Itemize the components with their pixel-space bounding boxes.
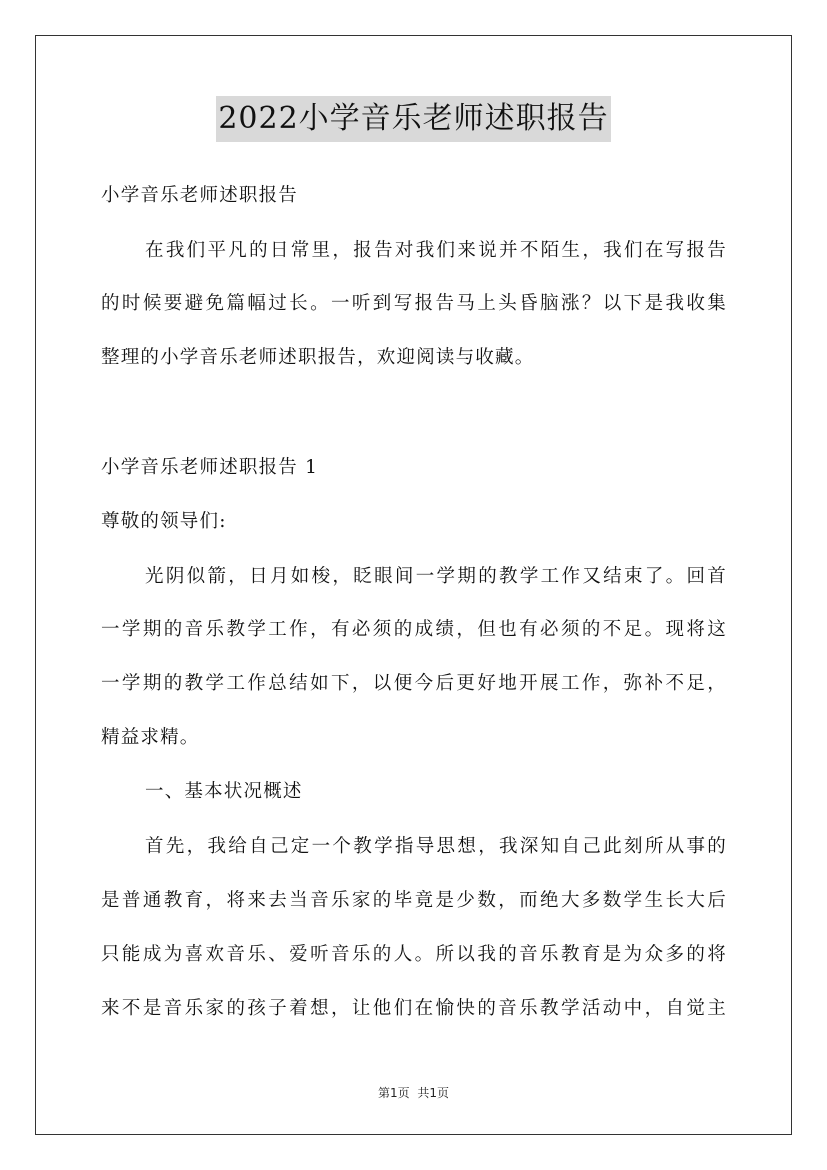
section-title: 小学音乐老师述职报告 1 [101,457,319,478]
para2-line-4: 来不是音乐家的孩子着想，让他们在愉快的音乐教学活动中，自觉主 [101,998,727,1019]
salutation: 尊敬的领导们: [101,511,227,532]
intro-line-3: 整理的小学音乐老师述职报告，欢迎阅读与收藏。 [101,347,535,368]
para1-line-2: 一学期的音乐教学工作，有必须的成绩，但也有必须的不足。现将这 [101,619,727,640]
page-total: 共1页 [417,1086,450,1100]
page-footer [0,1084,827,1101]
intro-line-1: 在我们平凡的日常里，报告对我们来说并不陌生，我们在写报告 [145,240,727,261]
para1-line-3: 一学期的教学工作总结如下，以便今后更好地开展工作，弥补不足， [101,673,727,694]
para1-line-1: 光阴似箭，日月如梭，眨眼间一学期的教学工作又结束了。回首 [145,566,727,587]
para1-line-4: 精益求精。 [101,727,200,748]
intro-line-2: 的时候要避免篇幅过长。一听到写报告马上头昏脑涨？以下是我收集 [101,293,727,314]
title-container [0,96,827,142]
heading-basic-overview: 一、基本状况概述 [145,781,303,802]
document-title: 2022小学音乐老师述职报告 [216,96,610,142]
para2-line-1: 首先，我给自己定一个教学指导思想，我深知自己此刻所从事的 [145,836,727,857]
para2-line-2: 是普通教育，将来去当音乐家的毕竟是少数，而绝大多数学生长大后 [101,890,727,911]
para2-line-3: 只能成为喜欢音乐、爱听音乐的人。所以我的音乐教育是为众多的将 [101,944,727,965]
subtitle: 小学音乐老师述职报告 [101,185,299,206]
page-number: 第1页 [377,1086,410,1100]
